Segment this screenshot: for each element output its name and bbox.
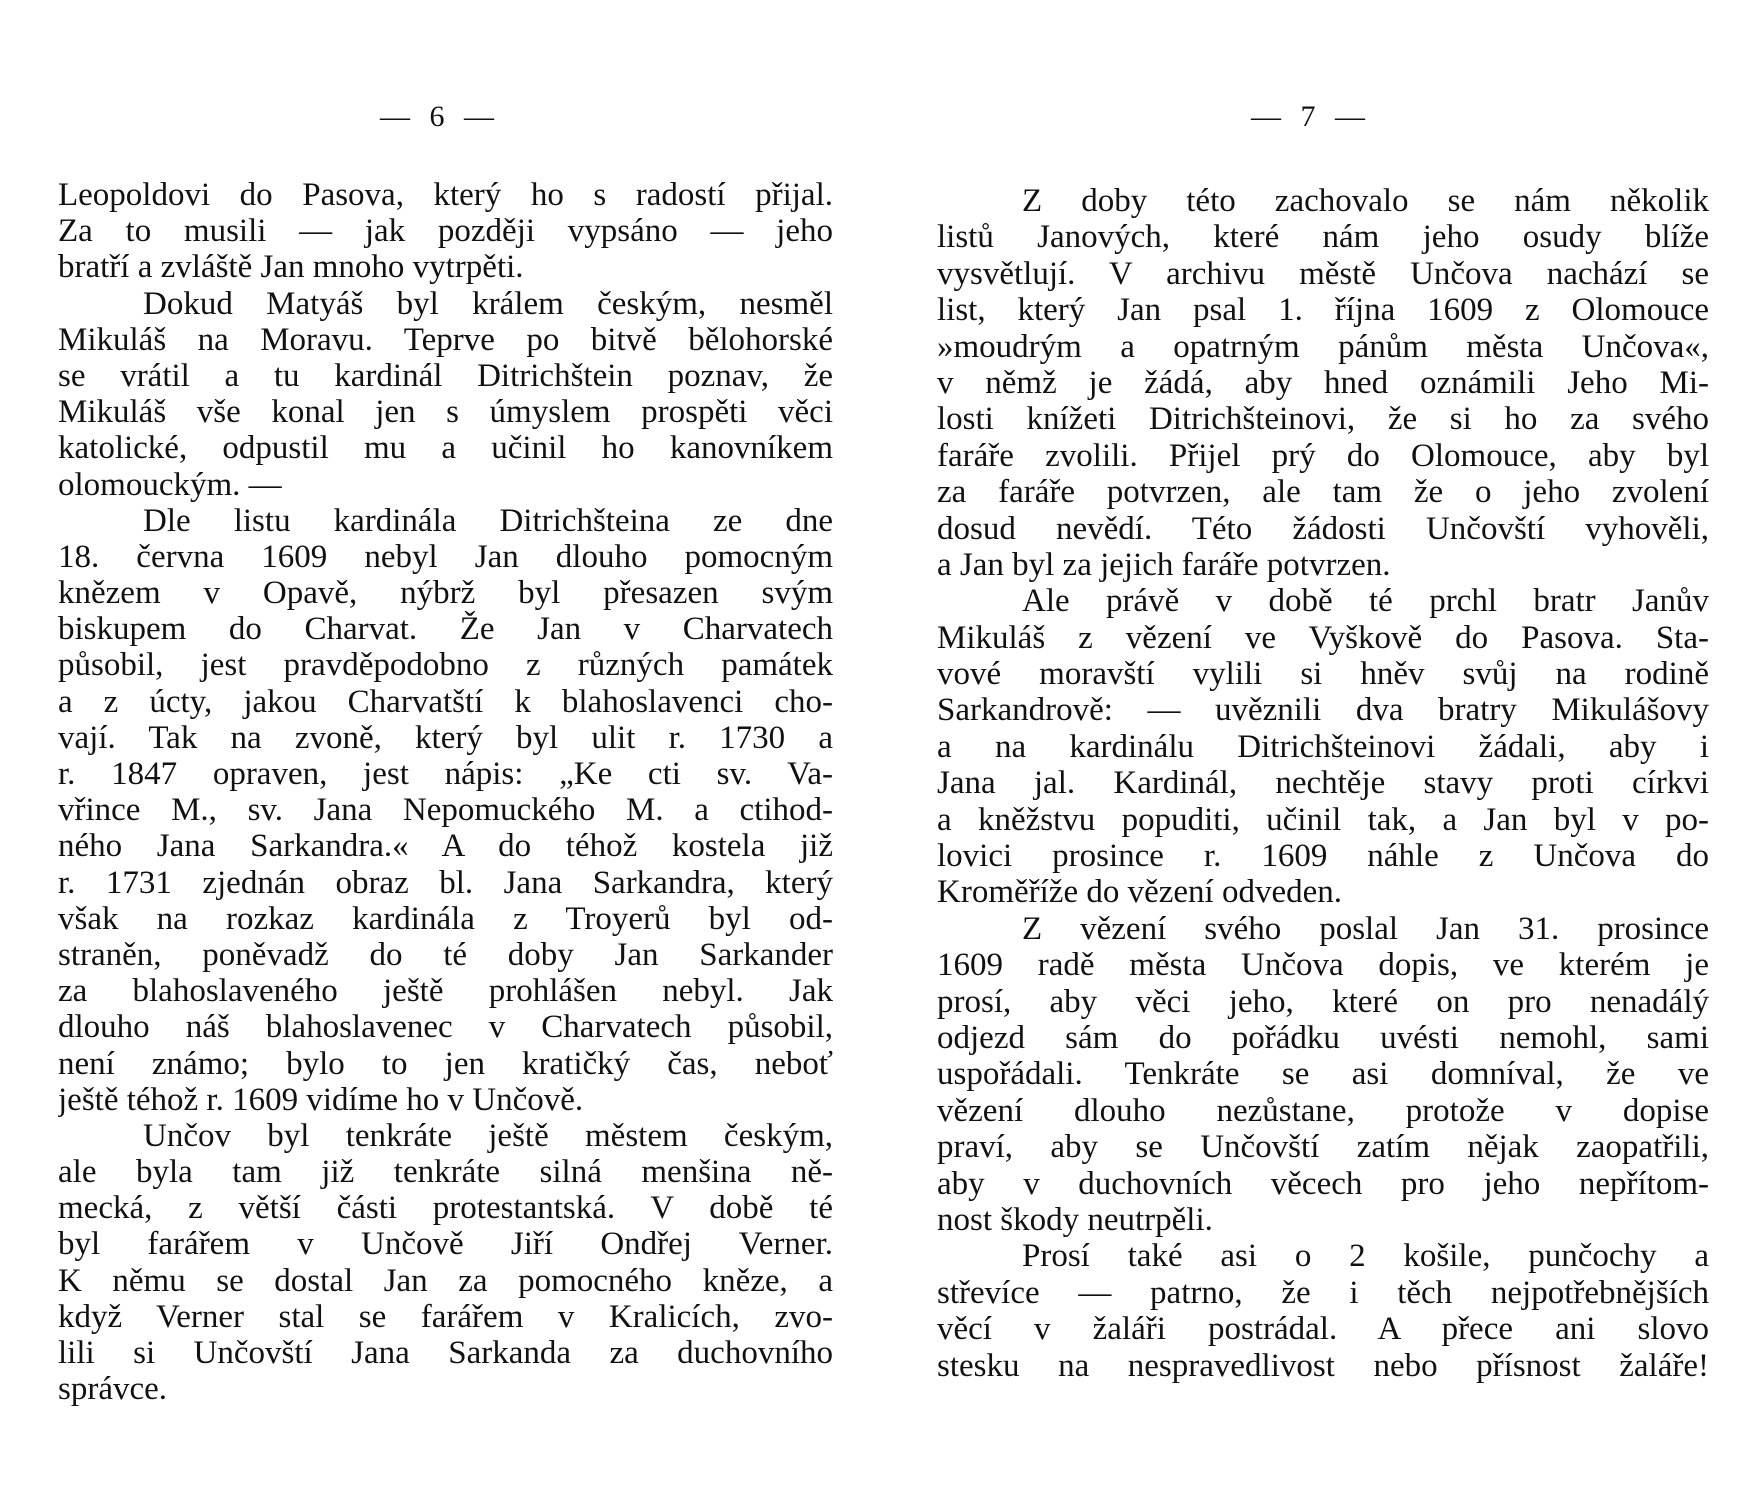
text-line: není známo; bylo to jen kratičký čas, neboť bbox=[58, 1045, 833, 1082]
text-line: praví, aby se Unčovští zatím nějak zaopatřili, bbox=[937, 1129, 1709, 1166]
text-line: dlouho náš blahoslavenec v Charvatech působil, bbox=[58, 1009, 833, 1046]
text-line: lovici prosince r. 1609 náhle z Unčova do bbox=[937, 838, 1709, 875]
text-line: prosí, aby věci jeho, které on pro nenadálý bbox=[937, 983, 1709, 1020]
text-line: však na rozkaz kardinála z Troyerů byl od- bbox=[58, 900, 833, 937]
text-line: faráře zvolili. Přijel prý do Olomouce, aby byl bbox=[937, 437, 1709, 474]
text-line: bratří a zvláště Jan mnoho vytrpěti. bbox=[58, 249, 524, 286]
text-line: vřince M., sv. Jana Nepomuckého M. a ctihod- bbox=[58, 792, 833, 829]
text-line: aby v duchovních věcech pro jeho nepřítom- bbox=[937, 1165, 1709, 1202]
text-line: straněn, poněvadž do té doby Jan Sarkander bbox=[58, 936, 833, 973]
text-line: se vrátil a tu kardinál Ditrichštein poznav, že bbox=[58, 357, 833, 394]
text-line: Jana jal. Kardinál, nechtěje stavy proti církvi bbox=[937, 765, 1709, 802]
text-line: 1609 radě města Unčova dopis, ve kterém je bbox=[937, 947, 1709, 984]
text-line: Leopoldovi do Pasova, který ho s radostí přijal. bbox=[58, 177, 833, 213]
text-line: Kroměříže do vězení odveden. bbox=[937, 874, 1342, 911]
text-line: 18. června 1609 nebyl Jan dlouho pomocným bbox=[58, 538, 833, 575]
text-line: ještě téhož r. 1609 vidíme ho v Unčově. bbox=[58, 1081, 584, 1118]
text-line: Mikuláš vše konal jen s úmyslem prospěti věci bbox=[58, 394, 833, 431]
text-line: Z vězení svého poslal Jan 31. prosince bbox=[1022, 910, 1709, 947]
text-line: správce. bbox=[58, 1371, 168, 1408]
text-body bbox=[58, 177, 833, 1407]
text-line: a z úcty, jakou Charvatští k blahoslavenci cho- bbox=[58, 683, 833, 720]
text-line: za faráře potvrzen, ale tam že o jeho zvolení bbox=[937, 474, 1709, 511]
text-line: Ale právě v době té prchl bratr Janův bbox=[1022, 583, 1709, 620]
text-line: katolické, odpustil mu a učinil ho kanovníkem bbox=[58, 430, 833, 467]
text-line: a na kardinálu Ditrichšteinovi žádali, aby i bbox=[937, 728, 1709, 765]
text-line: Mikuláš na Moravu. Teprve po bitvě bělohorské bbox=[58, 321, 833, 358]
text-line: olomouckým. — bbox=[58, 466, 282, 503]
text-line: a kněžstvu popuditi, učinil tak, a Jan byl v po- bbox=[937, 801, 1709, 838]
text-line: byl farářem v Unčově Jiří Ondřej Verner. bbox=[58, 1226, 833, 1263]
text-line: Dokud Matyáš byl králem českým, nesměl bbox=[143, 285, 833, 322]
text-line: mecká, z větší části protestantská. V době té bbox=[58, 1190, 833, 1227]
text-line: nost škody neutrpěli. bbox=[937, 1201, 1213, 1238]
text-line: list, který Jan psal 1. října 1609 z Olomouce bbox=[937, 292, 1709, 329]
text-line: střevíce — patrno, že i těch nejpotřebnějších bbox=[937, 1274, 1709, 1311]
text-line: stesku na nespravedlivost nebo přísnost žaláře! bbox=[937, 1347, 1709, 1384]
text-line: Unčov byl tenkráte ještě městem českým, bbox=[143, 1117, 833, 1154]
text-line: knězem v Opavě, nýbrž byl přesazen svým bbox=[58, 575, 833, 612]
text-line: K němu se dostal Jan za pomocného kněze, a bbox=[58, 1262, 833, 1299]
right-page bbox=[879, 0, 1758, 1500]
text-line: vové moravští vylili si hněv svůj na rodině bbox=[937, 656, 1709, 693]
text-line: »moudrým a opatrným pánům města Unčova«, bbox=[937, 328, 1709, 365]
text-line: Dle listu kardinála Ditrichšteina ze dne bbox=[143, 502, 833, 539]
text-line: když Verner stal se farářem v Kralicích, zvo- bbox=[58, 1298, 833, 1335]
text-line: r. 1847 opraven, jest nápis: „Ke cti sv. Va- bbox=[58, 756, 833, 792]
text-line: Prosí také asi o 2 košile, punčochy a bbox=[1022, 1238, 1709, 1275]
text-line: vysvětlují. V archivu městě Unčova nachází se bbox=[937, 255, 1709, 292]
text-line: uspořádali. Tenkráte se asi domníval, že ve bbox=[937, 1056, 1709, 1093]
text-line: působil, jest pravděpodobno z různých památek bbox=[58, 647, 833, 684]
page-number: — 6 — bbox=[380, 100, 500, 133]
page-number: — 7 — bbox=[1251, 100, 1371, 133]
text-line: r. 1731 zjednán obraz bl. Jana Sarkandra, který bbox=[58, 864, 833, 901]
text-line: vají. Tak na zvoně, který byl ulit r. 1730 a bbox=[58, 719, 833, 756]
text-line: Za to musili — jak později vypsáno — jeho bbox=[58, 213, 833, 250]
text-line: Sarkandrově: — uvěznili dva bratry Mikulášovy bbox=[937, 692, 1709, 729]
text-line: a Jan byl za jejich faráře potvrzen. bbox=[937, 546, 1391, 583]
text-line: listů Janových, které nám jeho osudy blíže bbox=[937, 219, 1709, 256]
text-line: lili si Unčovští Jana Sarkanda za duchovního bbox=[58, 1335, 833, 1371]
text-body bbox=[937, 183, 1709, 1384]
text-line: ného Jana Sarkandra.« A do téhož kostela již bbox=[58, 828, 833, 865]
text-line: biskupem do Charvat. Že Jan v Charvatech bbox=[58, 611, 833, 648]
text-line: vězení dlouho nezůstane, protože v dopise bbox=[937, 1092, 1709, 1129]
text-line: odjezd sám do pořádku uvésti nemohl, sami bbox=[937, 1019, 1709, 1056]
text-line: za blahoslaveného ještě prohlášen nebyl. Jak bbox=[58, 973, 833, 1010]
text-line: Z doby této zachovalo se nám několik bbox=[1022, 183, 1709, 219]
text-line: losti knížeti Ditrichšteinovi, že si ho za svého bbox=[937, 401, 1709, 438]
text-line: Mikuláš z vězení ve Vyškově do Pasova. Sta- bbox=[937, 619, 1709, 656]
text-line: věcí v žaláři postrádal. A přece ani slovo bbox=[937, 1311, 1709, 1348]
text-line: v němž je žádá, aby hned oznámili Jeho Mi- bbox=[937, 364, 1709, 401]
text-line: dosud nevědí. Této žádosti Unčovští vyhověli, bbox=[937, 510, 1709, 547]
text-line: ale byla tam již tenkráte silná menšina ně- bbox=[58, 1154, 833, 1191]
